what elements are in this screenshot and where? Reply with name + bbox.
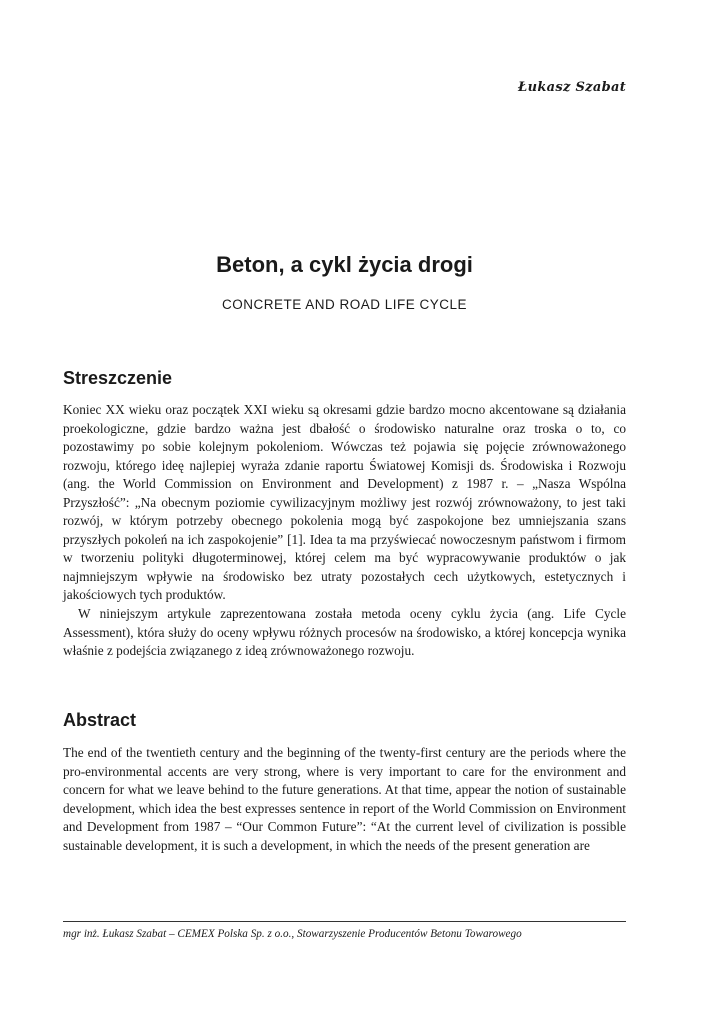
- author-affiliation-footnote: mgr inż. Łukasz Szabat – CEMEX Polska Sp. z o.o., Stowarzyszenie Producentów Betonu Towarowego: [63, 928, 522, 940]
- abstract-paragraph-1: The end of the twentieth century and the beginning of the twenty-first century are the periods where the pro-environmental accents are very strong, where is very important to care for the environment and concern for what we leave behind to the future generations. At that time, appear the notion of sustainable development, which idea the best expresses sentence in report of the World Commission on Environment and Development from 1987 – “Our Common Future”: “At the current level of civilization is possible sustainable development, it is such a development, in which the needs of the present generation are: [63, 745, 626, 853]
- streszczenie-paragraph-2: W niniejszym artykule zaprezentowana została metoda oceny cyklu życia (ang. Life Cycle Assessment), która służy do oceny wpływu różnych procesów na środowisko, a której koncepcja wynika właśnie z podejścia związanego z ideą zrównoważonego rozwoju.: [63, 606, 626, 659]
- paper-title: Beton, a cykl życia drogi: [216, 252, 473, 277]
- streszczenie-paragraph-1: Koniec XX wieku oraz początek XXI wieku są okresami gdzie bardzo mocno akcentowane są działania proekologiczne, gdzie bardzo ważna jest dbałość o środowisko naturalne oraz troska o to, co pozostawimy po sobie kolejnym pokoleniom. Wówczas też pojawia się pojęcie zrównoważonego rozwoju, którego ideę najlepiej wyraża zdanie raportu Światowej Komisji ds. Środowiska i Rozwoju (ang. the World Commission on Environment and Development) z 1987 r. – „Nasza Wspólna Przyszłość”: „Na obecnym poziomie cywilizacyjnym możliwy jest rozwój zrównoważony, to jest taki rozwój, w którym potrzeby obecnego pokolenia mogą być zaspokojone bez umniejszania szans przyszłych pokoleń na ich zaspokojenie” [1]. Idea ta ma przyświecać nowoczesnym państwom i firmom w tworzeniu polityki długoterminowej, której celem ma być wypracowywanie produktów o jak najmniejszym wpływie na środowisko bez utraty pozostałych cech użytkowych, estetycznych i jakościowych tych produktów.: [63, 402, 626, 603]
- abstract-body: [63, 744, 626, 855]
- paper-subtitle: CONCRETE AND ROAD LIFE CYCLE: [221, 297, 468, 312]
- streszczenie-body: [63, 401, 626, 661]
- paper-page: [63, 0, 626, 1024]
- section-heading-streszczenie: Streszczenie: [63, 368, 173, 388]
- section-heading-abstract: Abstract: [63, 710, 137, 730]
- author-name: Łukasz Szabat: [518, 80, 626, 95]
- footnote-divider: [63, 921, 626, 922]
